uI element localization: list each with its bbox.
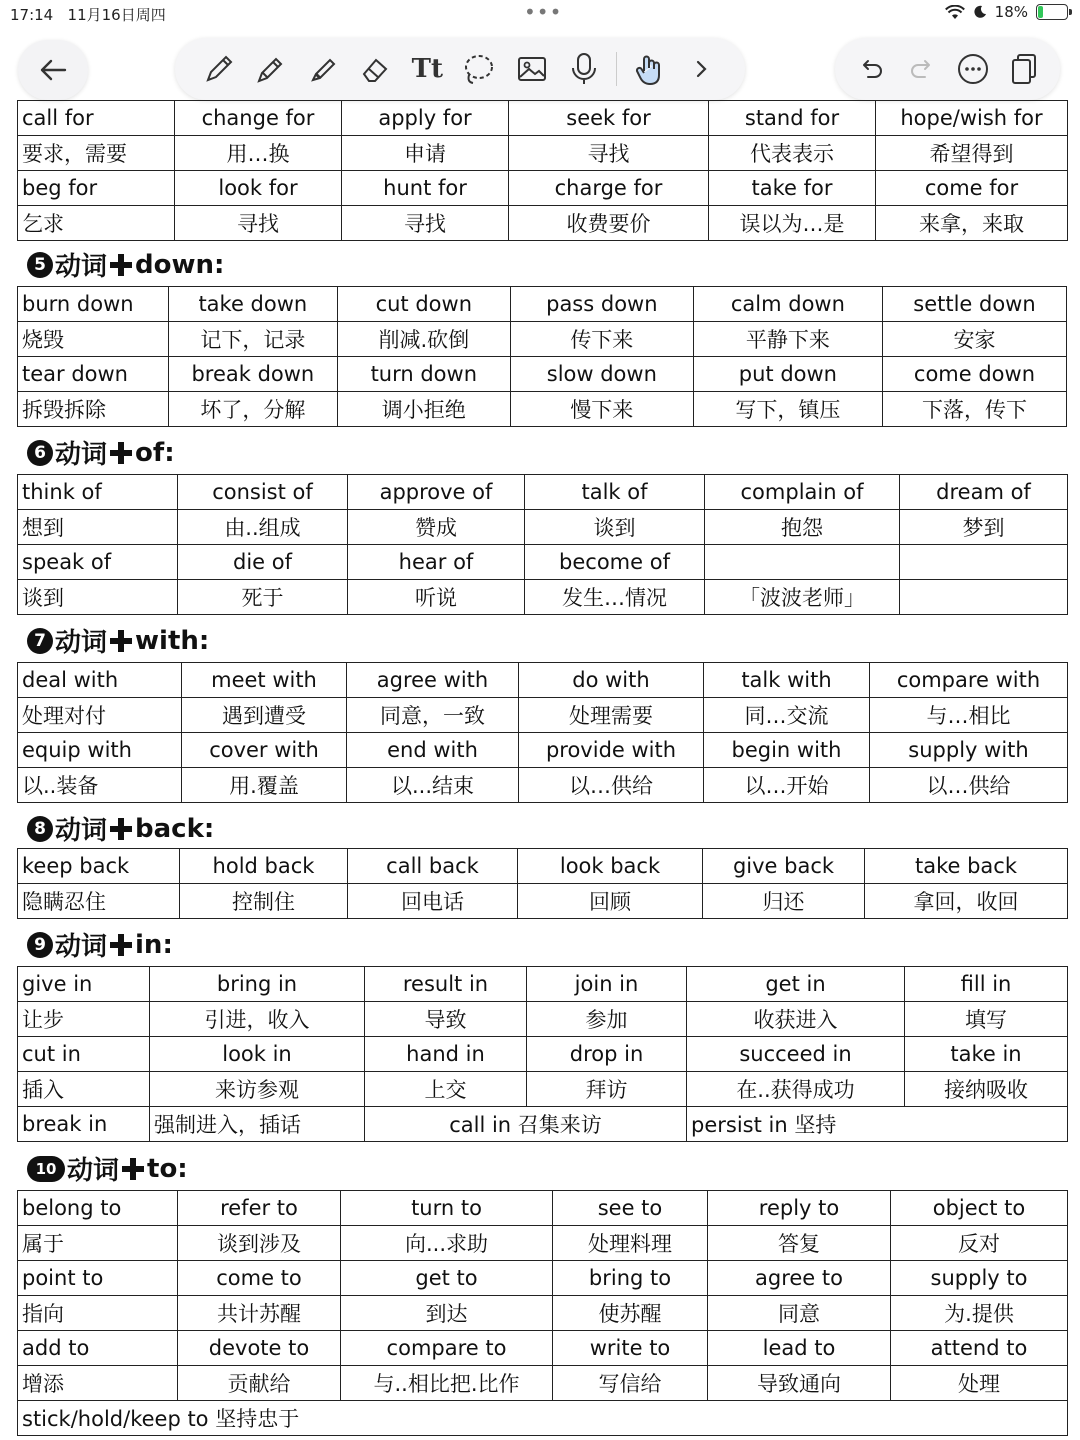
meaning-cell: 上交 bbox=[365, 1072, 527, 1107]
phrase-cell: deal with bbox=[18, 663, 182, 698]
phrase-cell: speak of bbox=[18, 545, 178, 580]
phrase-cell: calm down bbox=[693, 287, 882, 322]
phrase-row bbox=[18, 475, 1068, 510]
meaning-cell: 增添 bbox=[18, 1366, 178, 1401]
pen-icon[interactable] bbox=[251, 49, 291, 89]
lasso-icon[interactable] bbox=[459, 49, 499, 89]
phrase-cell: keep back bbox=[18, 849, 180, 884]
meaning-cell: 谈到 bbox=[525, 510, 705, 545]
phrase-cell: complain of bbox=[705, 475, 900, 510]
phrase-cell: talk of bbox=[525, 475, 705, 510]
phrase-cell: drop in bbox=[527, 1037, 687, 1072]
meaning-row bbox=[18, 580, 1068, 615]
meaning-cell: 发生…情况 bbox=[525, 580, 705, 615]
meaning-cell: 到达 bbox=[341, 1296, 553, 1331]
phrase-cell: cover with bbox=[182, 733, 347, 768]
meaning-cell: 同…交流 bbox=[704, 698, 870, 733]
vocab-table-in bbox=[17, 966, 1068, 1142]
meaning-cell: 在..获得成功 bbox=[687, 1072, 905, 1107]
phrase-cell: look for bbox=[175, 171, 342, 206]
meaning-cell bbox=[900, 580, 1068, 615]
pages-icon[interactable] bbox=[1004, 49, 1044, 89]
meaning-cell: 写信给 bbox=[553, 1366, 708, 1401]
meaning-cell: 使苏醒 bbox=[553, 1296, 708, 1331]
highlighter-icon[interactable] bbox=[303, 49, 343, 89]
meaning-cell: 填写 bbox=[905, 1002, 1068, 1037]
phrase-cell: supply with bbox=[870, 733, 1068, 768]
meaning-cell: 收费要价 bbox=[509, 206, 709, 241]
phrase-cell: come to bbox=[178, 1261, 341, 1296]
meaning-cell: 代表表示 bbox=[709, 136, 876, 171]
battery-percent: 18% bbox=[994, 3, 1028, 21]
chevron-right-icon[interactable] bbox=[681, 49, 721, 89]
phrase-cell: write to bbox=[553, 1331, 708, 1366]
phrase-cell: end with bbox=[347, 733, 519, 768]
meaning-cell: 同意 bbox=[708, 1296, 891, 1331]
meaning-cell: 平静下来 bbox=[693, 322, 882, 357]
image-icon[interactable] bbox=[512, 49, 552, 89]
meaning-cell: 控制住 bbox=[180, 884, 348, 919]
meaning-cell: 寻找 bbox=[175, 206, 342, 241]
redo-icon[interactable] bbox=[902, 49, 942, 89]
meaning-cell: 处理需要 bbox=[519, 698, 704, 733]
meaning-cell: 收获进入 bbox=[687, 1002, 905, 1037]
extra-row bbox=[18, 1107, 1068, 1142]
vocab-table-of bbox=[17, 474, 1068, 615]
meaning-row bbox=[18, 1296, 1068, 1331]
back-button[interactable] bbox=[18, 40, 88, 100]
meaning-cell: 来拿，来取 bbox=[876, 206, 1068, 241]
meaning-row bbox=[18, 1072, 1068, 1107]
meaning-cell: 属于 bbox=[18, 1226, 178, 1261]
meaning-cell: 处理 bbox=[891, 1366, 1068, 1401]
meaning-cell: 寻找 bbox=[342, 206, 509, 241]
meaning-cell: 申请 bbox=[342, 136, 509, 171]
meaning-cell: 向...求助 bbox=[341, 1226, 553, 1261]
phrase-cell: come down bbox=[882, 357, 1066, 392]
phrase-row bbox=[18, 967, 1068, 1002]
phrase-cell: hunt for bbox=[342, 171, 509, 206]
meaning-cell: 拿回，收回 bbox=[865, 884, 1068, 919]
meaning-cell: 赞成 bbox=[348, 510, 525, 545]
heading-with: 7 动词 with: bbox=[27, 622, 209, 659]
meaning-cell: 乞求 bbox=[18, 206, 175, 241]
phrase-cell: settle down bbox=[882, 287, 1066, 322]
phrase-row bbox=[18, 545, 1068, 580]
extra-row bbox=[18, 1401, 1068, 1436]
heading-in: 9 动词 in: bbox=[27, 926, 173, 963]
meaning-cell: 听说 bbox=[348, 580, 525, 615]
meaning-row bbox=[18, 392, 1067, 427]
phrase-cell bbox=[900, 545, 1068, 580]
arrow-left-icon bbox=[39, 58, 67, 82]
vocab-table-for bbox=[17, 100, 1068, 241]
meaning-cell: 寻找 bbox=[509, 136, 709, 171]
phrase-cell: fill in bbox=[905, 967, 1068, 1002]
phrase-cell: slow down bbox=[510, 357, 693, 392]
phrase-cell: pass down bbox=[510, 287, 693, 322]
phrase-cell: belong to bbox=[18, 1191, 178, 1226]
meaning-row bbox=[18, 136, 1068, 171]
phrase-cell: point to bbox=[18, 1261, 178, 1296]
meaning-cell: 以...结束 bbox=[347, 768, 519, 803]
phrase-cell: devote to bbox=[178, 1331, 341, 1366]
meaning-cell: 引进，收入 bbox=[150, 1002, 365, 1037]
phrase-cell: begin with bbox=[704, 733, 870, 768]
meaning-cell: 削减.砍倒 bbox=[337, 322, 510, 357]
phrase-cell: hear of bbox=[348, 545, 525, 580]
phrase-cell: talk with bbox=[704, 663, 870, 698]
phrase-row bbox=[18, 733, 1068, 768]
meaning-cell: 与…相比 bbox=[870, 698, 1068, 733]
meaning-cell: 拆毁拆除 bbox=[18, 392, 169, 427]
meaning-row bbox=[18, 1226, 1068, 1261]
phrase-cell: agree with bbox=[347, 663, 519, 698]
phrase-row bbox=[18, 287, 1067, 322]
phrase-cell: succeed in bbox=[687, 1037, 905, 1072]
pencil-icon[interactable] bbox=[199, 49, 239, 89]
meaning-cell: 用…换 bbox=[175, 136, 342, 171]
eraser-icon[interactable] bbox=[355, 49, 395, 89]
phrase-cell: lead to bbox=[708, 1331, 891, 1366]
phrase-row bbox=[18, 849, 1068, 884]
phrase-cell: give back bbox=[703, 849, 865, 884]
heading-back: 8 动词 back: bbox=[27, 810, 214, 847]
meaning-cell: 慢下来 bbox=[510, 392, 693, 427]
phrase-cell: burn down bbox=[18, 287, 169, 322]
meaning-cell: 死于 bbox=[178, 580, 348, 615]
phrase-cell: give in bbox=[18, 967, 150, 1002]
phrase-cell: bring to bbox=[553, 1261, 708, 1296]
meaning-row bbox=[18, 510, 1068, 545]
phrase-cell: charge for bbox=[509, 171, 709, 206]
phrase-cell: turn down bbox=[337, 357, 510, 392]
meaning-cell: 以..装备 bbox=[18, 768, 182, 803]
meaning-cell: 让步 bbox=[18, 1002, 150, 1037]
meaning-cell: 记下，记录 bbox=[168, 322, 337, 357]
meaning-cell: 指向 bbox=[18, 1296, 178, 1331]
phrase-cell: result in bbox=[365, 967, 527, 1002]
meaning-cell: 答复 bbox=[708, 1226, 891, 1261]
meaning-cell: 用.覆盖 bbox=[182, 768, 347, 803]
phrase-cell: refer to bbox=[178, 1191, 341, 1226]
meaning-cell: 反对 bbox=[891, 1226, 1068, 1261]
more-icon[interactable] bbox=[953, 49, 993, 89]
phrase-cell: stand for bbox=[709, 101, 876, 136]
meaning-cell: 想到 bbox=[18, 510, 178, 545]
phrase-cell: reply to bbox=[708, 1191, 891, 1226]
extra-cell: persist in 坚持 bbox=[687, 1107, 1068, 1142]
phrase-cell: consist of bbox=[178, 475, 348, 510]
multitask-dots[interactable]: ••• bbox=[524, 0, 563, 24]
meaning-cell: 遇到遭受 bbox=[182, 698, 347, 733]
meaning-cell: 坏了，分解 bbox=[168, 392, 337, 427]
meaning-cell: 共计苏醒 bbox=[178, 1296, 341, 1331]
phrase-cell: object to bbox=[891, 1191, 1068, 1226]
phrase-row bbox=[18, 1331, 1068, 1366]
meaning-cell: 为.提供 bbox=[891, 1296, 1068, 1331]
meaning-cell: 导致通向 bbox=[708, 1366, 891, 1401]
phrase-cell: see to bbox=[553, 1191, 708, 1226]
meaning-cell: 谈到 bbox=[18, 580, 178, 615]
phrase-cell: provide with bbox=[519, 733, 704, 768]
phrase-cell: come for bbox=[876, 171, 1068, 206]
phrase-cell: look in bbox=[150, 1037, 365, 1072]
wifi-icon bbox=[945, 5, 965, 20]
phrase-cell: cut down bbox=[337, 287, 510, 322]
phrase-cell: dream of bbox=[900, 475, 1068, 510]
status-time: 17:14 11月16日周四 bbox=[10, 6, 166, 24]
phrase-cell: approve of bbox=[348, 475, 525, 510]
meaning-cell: 拜访 bbox=[527, 1072, 687, 1107]
heading-to: 10 动词 to: bbox=[27, 1150, 188, 1187]
meaning-row bbox=[18, 1366, 1068, 1401]
history-toolbar bbox=[835, 38, 1060, 100]
phrase-cell: look back bbox=[518, 849, 703, 884]
meaning-row bbox=[18, 322, 1067, 357]
phrase-row bbox=[18, 101, 1068, 136]
extra-cell: stick/hold/keep to 坚持忠于 bbox=[18, 1401, 1068, 1436]
touch-icon[interactable] bbox=[629, 49, 669, 89]
meaning-cell: 由..组成 bbox=[178, 510, 348, 545]
extra-cell: 强制进入，插话 bbox=[150, 1107, 365, 1142]
extra-cell: break in bbox=[18, 1107, 150, 1142]
phrase-cell: agree to bbox=[708, 1261, 891, 1296]
meaning-cell: 来访参观 bbox=[150, 1072, 365, 1107]
meaning-cell: 调小拒绝 bbox=[337, 392, 510, 427]
phrase-cell: call back bbox=[348, 849, 518, 884]
phrase-cell: change for bbox=[175, 101, 342, 136]
vocab-table-with bbox=[17, 662, 1068, 803]
meaning-cell: 「波波老师」 bbox=[705, 580, 900, 615]
phrase-cell: attend to bbox=[891, 1331, 1068, 1366]
phrase-cell: call for bbox=[18, 101, 175, 136]
phrase-cell bbox=[705, 545, 900, 580]
phrase-row bbox=[18, 1191, 1068, 1226]
phrase-cell: hand in bbox=[365, 1037, 527, 1072]
phrase-cell: take back bbox=[865, 849, 1068, 884]
meaning-cell: 安家 bbox=[882, 322, 1066, 357]
meaning-cell: 贡献给 bbox=[178, 1366, 341, 1401]
meaning-cell: 下落，传下 bbox=[882, 392, 1066, 427]
phrase-cell: turn to bbox=[341, 1191, 553, 1226]
heading-down: 5 动词 down: bbox=[27, 246, 224, 283]
meaning-row bbox=[18, 698, 1068, 733]
vocab-table-back bbox=[17, 848, 1068, 919]
meaning-cell: 与..相比把.比作 bbox=[341, 1366, 553, 1401]
meaning-cell: 写下，镇压 bbox=[693, 392, 882, 427]
phrase-row bbox=[18, 1037, 1068, 1072]
phrase-cell: get in bbox=[687, 967, 905, 1002]
mic-icon[interactable] bbox=[564, 49, 604, 89]
phrase-cell: seek for bbox=[509, 101, 709, 136]
meaning-cell: 回电话 bbox=[348, 884, 518, 919]
moon-icon bbox=[973, 5, 987, 19]
phrase-cell: take for bbox=[709, 171, 876, 206]
phrase-cell: cut in bbox=[18, 1037, 150, 1072]
text-tool-icon[interactable]: Tt bbox=[411, 54, 444, 84]
phrase-cell: apply for bbox=[342, 101, 509, 136]
meaning-cell: 烧毁 bbox=[18, 322, 169, 357]
phrase-cell: beg for bbox=[18, 171, 175, 206]
meaning-cell: 谈到涉及 bbox=[178, 1226, 341, 1261]
meaning-cell: 传下来 bbox=[510, 322, 693, 357]
phrase-cell: put down bbox=[693, 357, 882, 392]
phrase-cell: compare with bbox=[870, 663, 1068, 698]
meaning-cell: 以…供给 bbox=[870, 768, 1068, 803]
phrase-cell: hope/wish for bbox=[876, 101, 1068, 136]
meaning-cell: 参加 bbox=[527, 1002, 687, 1037]
phrase-cell: do with bbox=[519, 663, 704, 698]
phrase-cell: meet with bbox=[182, 663, 347, 698]
meaning-cell: 以…开始 bbox=[704, 768, 870, 803]
phrase-cell: hold back bbox=[180, 849, 348, 884]
heading-of: 6 动词 of: bbox=[27, 434, 175, 471]
phrase-cell: get to bbox=[341, 1261, 553, 1296]
phrase-cell: think of bbox=[18, 475, 178, 510]
meaning-cell: 回顾 bbox=[518, 884, 703, 919]
phrase-cell: compare to bbox=[341, 1331, 553, 1366]
meaning-row bbox=[18, 206, 1068, 241]
undo-icon[interactable] bbox=[851, 49, 891, 89]
meaning-cell: 同意，一致 bbox=[347, 698, 519, 733]
meaning-cell: 误以为…是 bbox=[709, 206, 876, 241]
meaning-cell: 梦到 bbox=[900, 510, 1068, 545]
phrase-cell: die of bbox=[178, 545, 348, 580]
phrase-row bbox=[18, 171, 1068, 206]
vocab-table-to bbox=[17, 1190, 1068, 1436]
battery-icon bbox=[1036, 4, 1068, 20]
meaning-cell: 要求，需要 bbox=[18, 136, 175, 171]
meaning-cell: 希望得到 bbox=[876, 136, 1068, 171]
phrase-cell: equip with bbox=[18, 733, 182, 768]
toolbar-separator bbox=[616, 52, 617, 86]
phrase-cell: take down bbox=[168, 287, 337, 322]
phrase-cell: supply to bbox=[891, 1261, 1068, 1296]
status-bar bbox=[0, 0, 1080, 26]
phrase-cell: tear down bbox=[18, 357, 169, 392]
phrase-cell: join in bbox=[527, 967, 687, 1002]
meaning-cell: 接纳吸收 bbox=[905, 1072, 1068, 1107]
meaning-cell: 以…供给 bbox=[519, 768, 704, 803]
vocab-table-down bbox=[17, 286, 1067, 427]
extra-cell: call in 召集来访 bbox=[365, 1107, 687, 1142]
drawing-toolbar bbox=[175, 38, 745, 100]
meaning-row bbox=[18, 768, 1068, 803]
phrase-cell: break down bbox=[168, 357, 337, 392]
meaning-row bbox=[18, 1002, 1068, 1037]
meaning-cell: 隐瞒忍住 bbox=[18, 884, 180, 919]
meaning-cell: 处理料理 bbox=[553, 1226, 708, 1261]
phrase-cell: become of bbox=[525, 545, 705, 580]
phrase-row bbox=[18, 1261, 1068, 1296]
phrase-cell: take in bbox=[905, 1037, 1068, 1072]
status-right bbox=[945, 3, 1068, 21]
phrase-row bbox=[18, 663, 1068, 698]
meaning-cell: 抱怨 bbox=[705, 510, 900, 545]
phrase-cell: bring in bbox=[150, 967, 365, 1002]
meaning-cell: 处理对付 bbox=[18, 698, 182, 733]
meaning-cell: 导致 bbox=[365, 1002, 527, 1037]
meaning-cell: 归还 bbox=[703, 884, 865, 919]
phrase-row bbox=[18, 357, 1067, 392]
meaning-row bbox=[18, 884, 1068, 919]
meaning-cell: 插入 bbox=[18, 1072, 150, 1107]
phrase-cell: add to bbox=[18, 1331, 178, 1366]
